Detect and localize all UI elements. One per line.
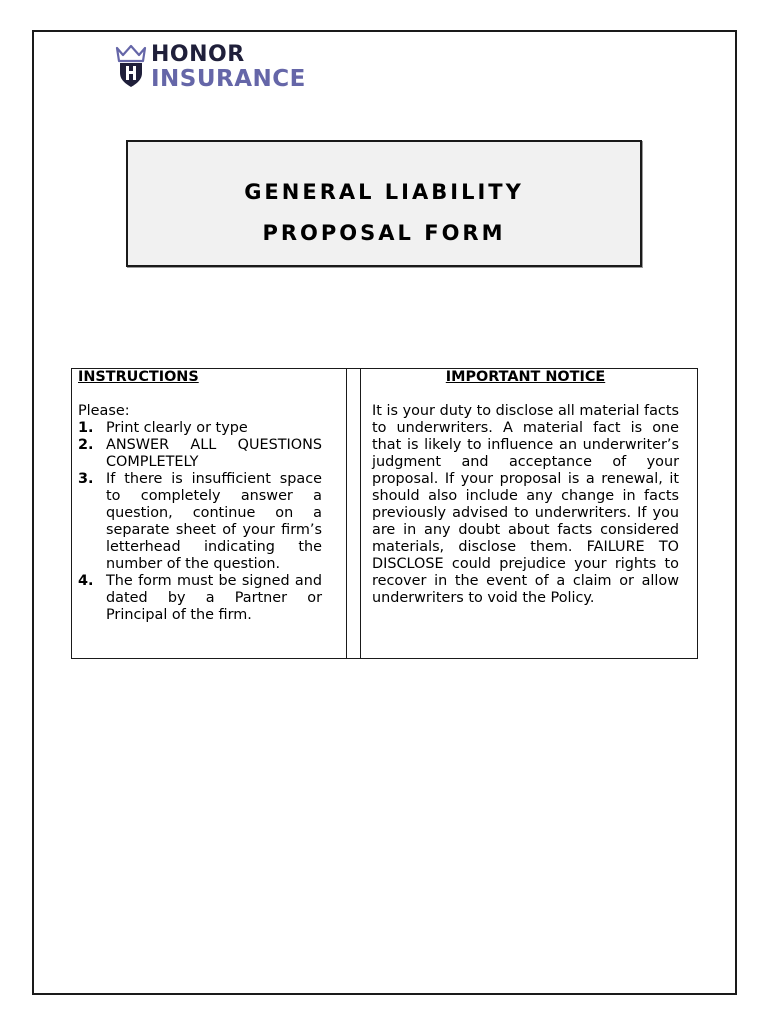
instruction-text: ANSWER ALL QUESTIONS COMPLETELY [106, 437, 322, 470]
instruction-number: 2. [78, 437, 94, 453]
instruction-item [78, 437, 322, 471]
instructions-intro: Please: [78, 403, 130, 419]
company-logo [115, 42, 325, 94]
notice-heading: IMPORTANT NOTICE [445, 369, 606, 385]
logo-text-insurance: INSURANCE [151, 66, 306, 92]
column-divider [346, 369, 347, 658]
instruction-number: 1. [78, 420, 94, 436]
instruction-text: If there is insufficient space to completely answer a question, continue on a separate sheet of your firm’s letterhead indicating the number of the question. [106, 471, 322, 572]
instructions-notice-table [71, 368, 698, 659]
instruction-item [78, 471, 322, 573]
crown-shield-icon [115, 42, 147, 88]
form-title-line-1: GENERAL LIABILITY [244, 180, 524, 204]
instruction-item [78, 573, 322, 624]
instruction-number: 4. [78, 573, 94, 589]
instruction-number: 3. [78, 471, 94, 487]
instructions-list [78, 420, 322, 624]
notice-cell [372, 369, 679, 607]
instruction-text: The form must be signed and dated by a Partner or Principal of the firm. [106, 573, 322, 623]
column-divider [360, 369, 361, 658]
form-title-box [126, 140, 642, 267]
notice-body: It is your duty to disclose all material facts to underwriters. A material fact is one that is likely to influence an underwriter’s judgment and acceptance of your proposal. If your proposal is a renewal, it should also include any change in facts previously advised to underwriters. If you are in any doubt about facts considered materials, disclose them. FAILURE TO DISCLOSE could prejudice your rights to recover in the event of a claim or allow underwriters to void the Policy. [372, 403, 679, 606]
instructions-heading: INSTRUCTIONS [78, 369, 199, 385]
logo-text-honor: HONOR [151, 42, 245, 67]
instructions-cell [78, 369, 322, 624]
form-title-line-2: PROPOSAL FORM [262, 221, 506, 245]
instruction-text: Print clearly or type [106, 420, 248, 436]
instruction-item [78, 420, 322, 437]
